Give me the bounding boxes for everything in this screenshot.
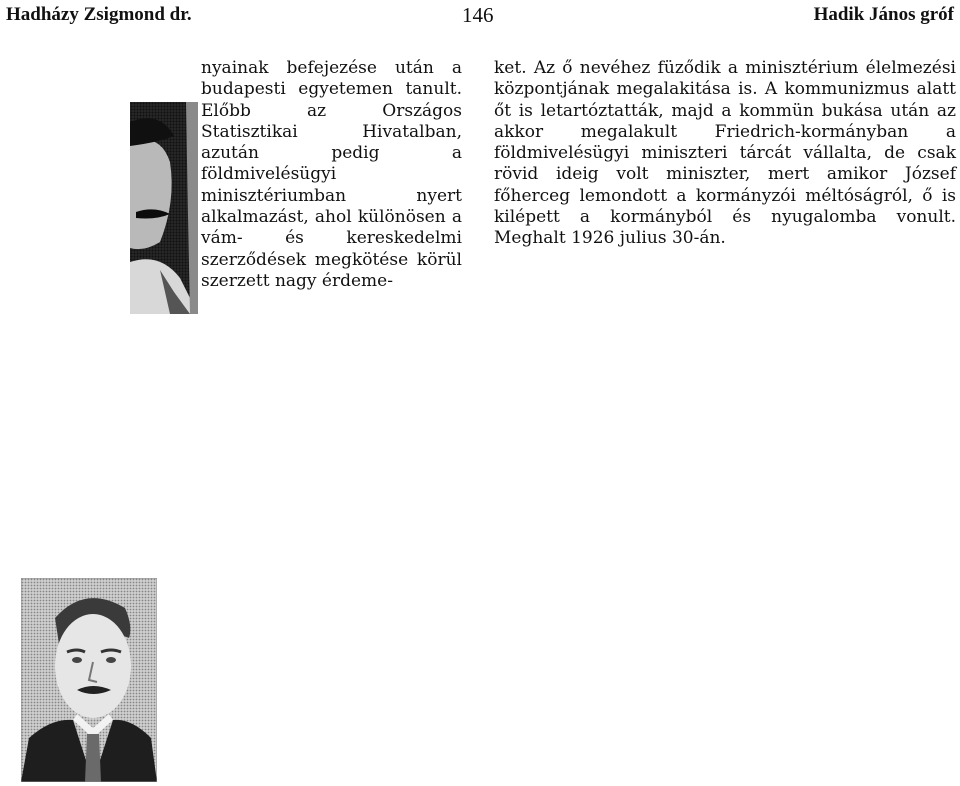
text-column-right [494,58,956,250]
photo-wrap-space [8,100,201,359]
left-column-paragraph: nyainak befejezése után a budapesti egyetemen tanult. Előbb az Országos Statisztikai Hivatalban, azután pedig a földmivelésügyi minisztériumban nyert alkalmazást, ahol különösen a vám- és kereskedelmi szerződések megkötése körül szerzett nagy érdeme- [201,58,462,291]
page-header [0,0,960,30]
text-column-left [8,58,462,359]
right-column-paragraph: ket. Az ő nevéhez füződik a minisztérium élelmezési központjának megalakitása is. A kommunizmus alatt őt is letartóztatták, majd a kommün bukása után az akkor megalakult Friedrich-kormányban a földmivelésügyi miniszteri tárcát vállalta, de csak rövid ideig volt miniszter, mert amikor József főherceg lemondott a kormányzói méltóságról, ő is kilépett a kormányból és nyugalomba vonult. Meghalt 1926 julius 30-án. [494,58,956,249]
portrait-photo-hadik [21,578,157,782]
page-number: 146 [462,3,494,27]
running-head-left: Hadházy Zsigmond dr. [6,4,192,25]
running-head-right: Hadik János gróf [813,4,954,25]
